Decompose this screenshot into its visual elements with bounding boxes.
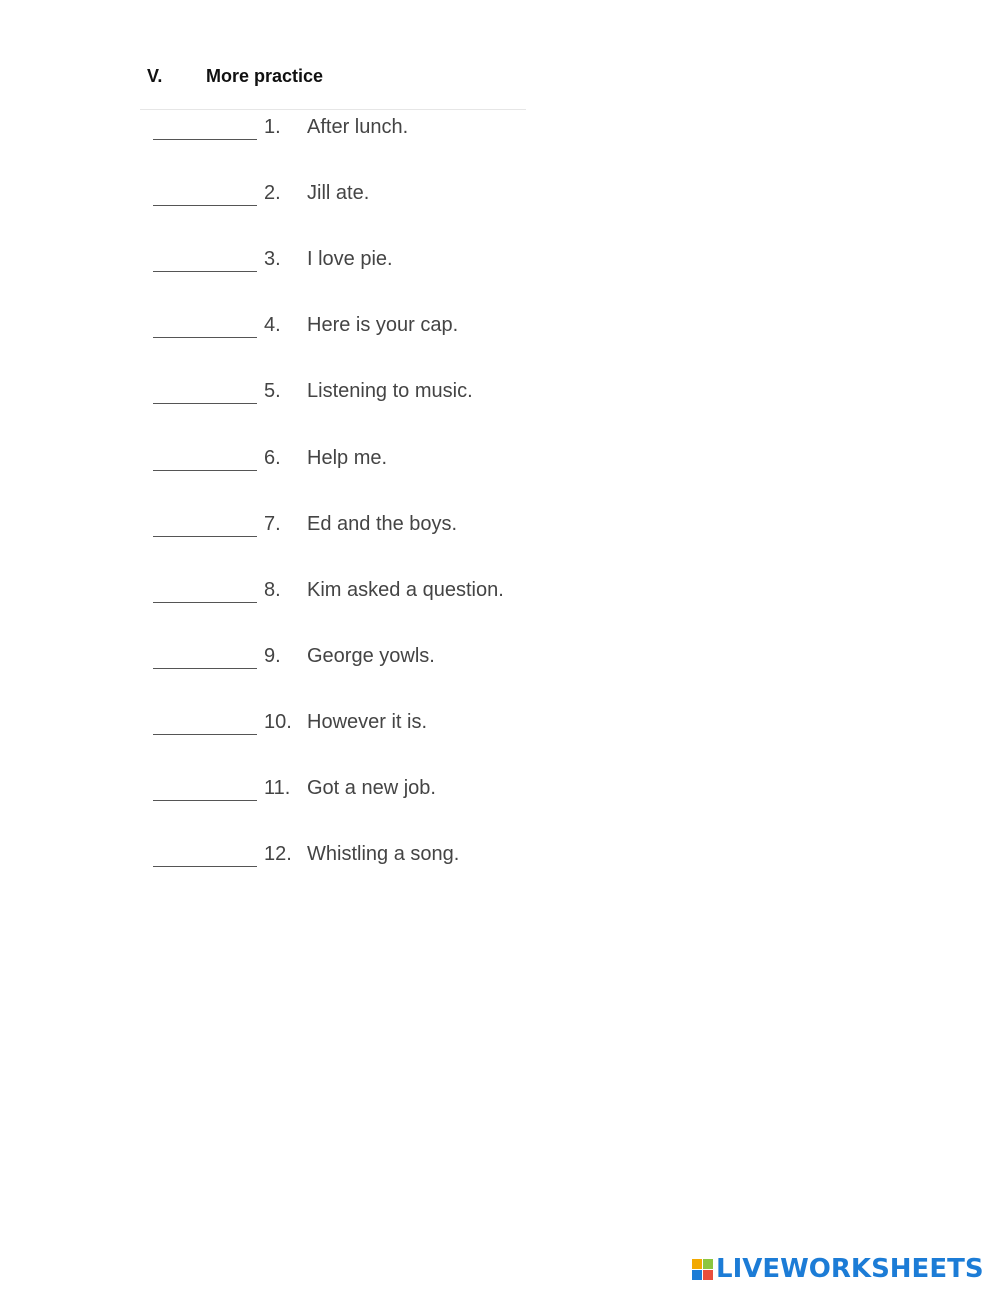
item-sentence: Listening to music. (307, 380, 473, 403)
item-number: 8. (264, 578, 281, 601)
answer-blank[interactable] (153, 403, 257, 404)
answer-input[interactable] (153, 843, 257, 865)
answer-blank[interactable] (153, 470, 257, 471)
answer-input[interactable] (153, 579, 257, 601)
exercise-item (0, 310, 600, 350)
item-sentence: George yowls. (307, 644, 435, 667)
item-number: 9. (264, 644, 281, 667)
exercise-item (0, 178, 600, 218)
exercise-item (0, 443, 600, 483)
exercise-item (0, 839, 600, 879)
section-number: V. (147, 66, 163, 86)
answer-input[interactable] (153, 380, 257, 402)
item-sentence: Whistling a song. (307, 843, 460, 866)
item-sentence: Ed and the boys. (307, 512, 458, 535)
item-number: 3. (264, 248, 281, 271)
answer-input[interactable] (153, 513, 257, 535)
section-title: More practice (206, 66, 324, 86)
answer-blank[interactable] (153, 800, 257, 801)
item-number: 10. (264, 710, 292, 733)
logo-mark-square (703, 1270, 713, 1280)
exercise-item (0, 707, 600, 747)
answer-input[interactable] (153, 777, 257, 799)
answer-input[interactable] (153, 116, 257, 138)
answer-input[interactable] (153, 248, 257, 270)
answer-input[interactable] (153, 182, 257, 204)
exercise-item (0, 773, 600, 813)
answer-input[interactable] (153, 314, 257, 336)
item-number: 6. (264, 446, 281, 469)
exercise-item (0, 244, 600, 284)
exercise-item (0, 509, 600, 549)
item-sentence: I love pie. (307, 248, 393, 271)
logo-text: LIVEWORKSHEETS (716, 1254, 984, 1284)
answer-input[interactable] (153, 447, 257, 469)
answer-input[interactable] (153, 711, 257, 733)
logo-mark-square (692, 1270, 702, 1280)
logo-mark-square (703, 1259, 713, 1269)
item-number: 12. (264, 843, 292, 866)
answer-blank[interactable] (153, 536, 257, 537)
item-number: 7. (264, 512, 281, 535)
item-number: 2. (264, 182, 281, 205)
item-number: 4. (264, 314, 281, 337)
item-number: 1. (264, 116, 281, 138)
logo-mark-square (692, 1259, 702, 1269)
answer-blank[interactable] (153, 205, 257, 206)
header-divider (140, 109, 526, 110)
answer-blank[interactable] (153, 602, 257, 603)
answer-input[interactable] (153, 645, 257, 667)
item-number: 11. (264, 777, 291, 799)
item-number: 5. (264, 380, 281, 403)
answer-blank[interactable] (153, 337, 257, 338)
answer-blank[interactable] (153, 734, 257, 735)
exercise-item (0, 376, 600, 416)
answer-blank[interactable] (153, 866, 257, 867)
exercise-item (0, 112, 600, 152)
item-sentence: Kim asked a question. (307, 578, 504, 601)
logo-mark-icon (692, 1259, 713, 1280)
exercise-item (0, 575, 600, 615)
item-sentence: Help me. (307, 446, 388, 469)
liveworksheets-logo (692, 1254, 984, 1284)
item-sentence: Got a new job. (307, 777, 436, 799)
item-sentence: Here is your cap. (307, 314, 459, 337)
exercise-item (0, 641, 600, 681)
item-sentence: After lunch. (307, 116, 409, 138)
answer-blank[interactable] (153, 271, 257, 272)
item-sentence: Jill ate. (307, 182, 370, 205)
answer-blank[interactable] (153, 139, 257, 140)
answer-blank[interactable] (153, 668, 257, 669)
item-sentence: However it is. (307, 710, 428, 733)
